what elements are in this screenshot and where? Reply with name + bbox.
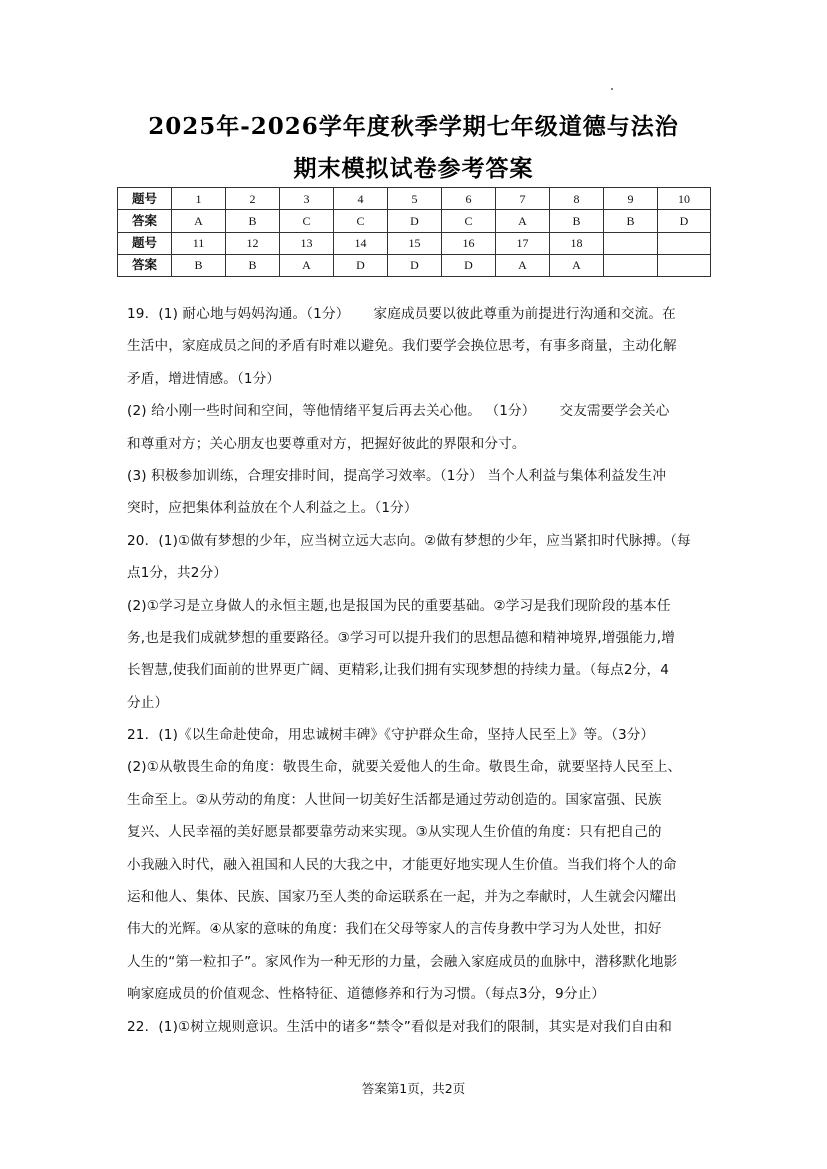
text-line: 伟大的光辉。④从家的意味的角度：我们在父母等家人的言传身教中学习为人处世，扣好 <box>127 921 662 938</box>
answer-cell: D <box>388 254 442 276</box>
text-line: 点1分，共2分） <box>127 565 228 582</box>
question-number-cell: 15 <box>388 232 442 254</box>
text-line: 突时，应把集体利益放在个人利益之上。（1分） <box>127 500 418 517</box>
answer-cell: B <box>550 210 604 232</box>
scan-dot <box>611 88 613 90</box>
answer-cell: A <box>496 210 550 232</box>
answer-cell: A <box>172 210 226 232</box>
text-line: 矛盾，增进情感。（1分） <box>127 370 281 387</box>
question-number-cell: 7 <box>496 188 550 210</box>
question-number-cell: 17 <box>496 232 550 254</box>
question-number-cell: 5 <box>388 188 442 210</box>
answer-cell: A <box>280 254 334 276</box>
answer-cell: A <box>496 254 550 276</box>
answer-cell: B <box>226 254 280 276</box>
answer-cell: B <box>172 254 226 276</box>
answer-cell: D <box>658 210 711 232</box>
text-line: (3) 积极参加训练，合理安排时间，提高学习效率。（1分） 当个人利益与集体利益发生冲 <box>127 467 667 484</box>
row-label-question: 题号 <box>118 232 172 254</box>
row-label-answer: 答案 <box>118 254 172 276</box>
text-line: 生命至上。②从劳动的角度：人世间一切美好生活都是通过劳动创造的。国家富强、民族 <box>127 791 662 808</box>
answer-cell: A <box>550 254 604 276</box>
question-number-cell <box>604 232 658 254</box>
document-title: 2025年-2026学年度秋季学期七年级道德与法治 <box>148 113 679 140</box>
answer-cell: D <box>388 210 442 232</box>
text-line: 响家庭成员的价值观念、性格特征、道德修养和行为习惯。（每点3分，9分止） <box>127 986 606 1003</box>
question-number-cell <box>658 232 711 254</box>
text-line: 21．(1)《以生命赴使命，用忠诚树丰碑》《守护群众生命，坚持人民至上》等。（3分） <box>127 727 655 744</box>
answer-cell: B <box>604 210 658 232</box>
question-number-cell: 12 <box>226 232 280 254</box>
question-number-row-2 <box>118 232 711 254</box>
answer-cell: D <box>334 254 388 276</box>
answer-cell <box>604 254 658 276</box>
answer-row-1 <box>118 210 711 232</box>
answer-cell <box>658 254 711 276</box>
question-number-cell: 11 <box>172 232 226 254</box>
text-line: 20．(1)①做有梦想的少年，应当树立远大志向。②做有梦想的少年，应当紧扣时代脉搏。（每 <box>127 532 691 549</box>
text-line: 人生的“第一粒扣子”。家风作为一种无形的力量，会融入家庭成员的血脉中，潜移默化地影 <box>127 953 678 970</box>
question-number-cell: 18 <box>550 232 604 254</box>
text-line: (2)①从敬畏生命的角度：敬畏生命，就要关爱他人的生命。敬畏生命，就要坚持人民至上、 <box>127 759 682 776</box>
text-line: 19．(1) 耐心地与妈妈沟通。（1分） 家庭成员要以彼此尊重为前提进行沟通和交流。在 <box>127 306 676 322</box>
answer-row-2 <box>118 254 711 276</box>
text-line: (2) 给小刚一些时间和空间，等他情绪平复后再去关心他。 （1分） 交友需要学会关心 <box>127 403 670 420</box>
answer-cell: B <box>226 210 280 232</box>
question-number-cell: 8 <box>550 188 604 210</box>
question-number-cell: 1 <box>172 188 226 210</box>
question-number-cell: 16 <box>442 232 496 254</box>
question-number-cell: 10 <box>658 188 711 210</box>
question-number-cell: 14 <box>334 232 388 254</box>
text-line: 复兴、人民幸福的美好愿景都要靠劳动来实现。③从实现人生价值的角度：只有把自己的 <box>127 824 662 841</box>
text-line: 分止） <box>127 694 169 711</box>
question-number-cell: 3 <box>280 188 334 210</box>
text-line: 22．(1)①树立规则意识。生活中的诸多“禁令”看似是对我们的限制，其实是对我们自由和 <box>127 1018 673 1035</box>
question-number-cell: 9 <box>604 188 658 210</box>
row-label-question: 题号 <box>118 188 172 210</box>
question-number-cell: 4 <box>334 188 388 210</box>
text-line: 生活中，家庭成员之间的矛盾有时难以避免。我们要学会换位思考，有事多商量，主动化解 <box>127 338 677 355</box>
text-line: 运和他人、集体、民族、国家乃至人类的命运联系在一起，并为之奉献时，人生就会闪耀出 <box>127 889 677 906</box>
question-number-cell: 2 <box>226 188 280 210</box>
question-number-cell: 13 <box>280 232 334 254</box>
answer-key-table <box>117 187 711 277</box>
row-label-answer: 答案 <box>118 210 172 232</box>
answer-explanations <box>127 304 707 1049</box>
text-line: (2)①学习是立身做人的永恒主题,也是报国为民的重要基础。②学习是我们现阶段的基本任 <box>127 597 671 614</box>
answer-cell: C <box>280 210 334 232</box>
text-line: 务,也是我们成就梦想的重要路径。③学习可以提升我们的思想品德和精神境界,增强能力,增 <box>127 629 676 646</box>
text-line: 长智慧,使我们面前的世界更广阔、更精彩,让我们拥有实现梦想的持续力量。（每点2分，4 <box>127 662 669 679</box>
text-line: 小我融入时代，融入祖国和人民的大我之中，才能更好地实现人生价值。当我们将个人的命 <box>127 856 677 873</box>
question-number-cell: 6 <box>442 188 496 210</box>
answer-cell: C <box>334 210 388 232</box>
text-line: 和尊重对方；关心朋友也要尊重对方，把握好彼此的界限和分寸。 <box>127 435 526 452</box>
page-footer: 答案第1页，共2页 <box>361 1081 466 1096</box>
question-number-row-1 <box>118 188 711 210</box>
answer-cell: D <box>442 254 496 276</box>
answer-cell: C <box>442 210 496 232</box>
document-subtitle: 期末模拟试卷参考答案 <box>293 155 534 182</box>
